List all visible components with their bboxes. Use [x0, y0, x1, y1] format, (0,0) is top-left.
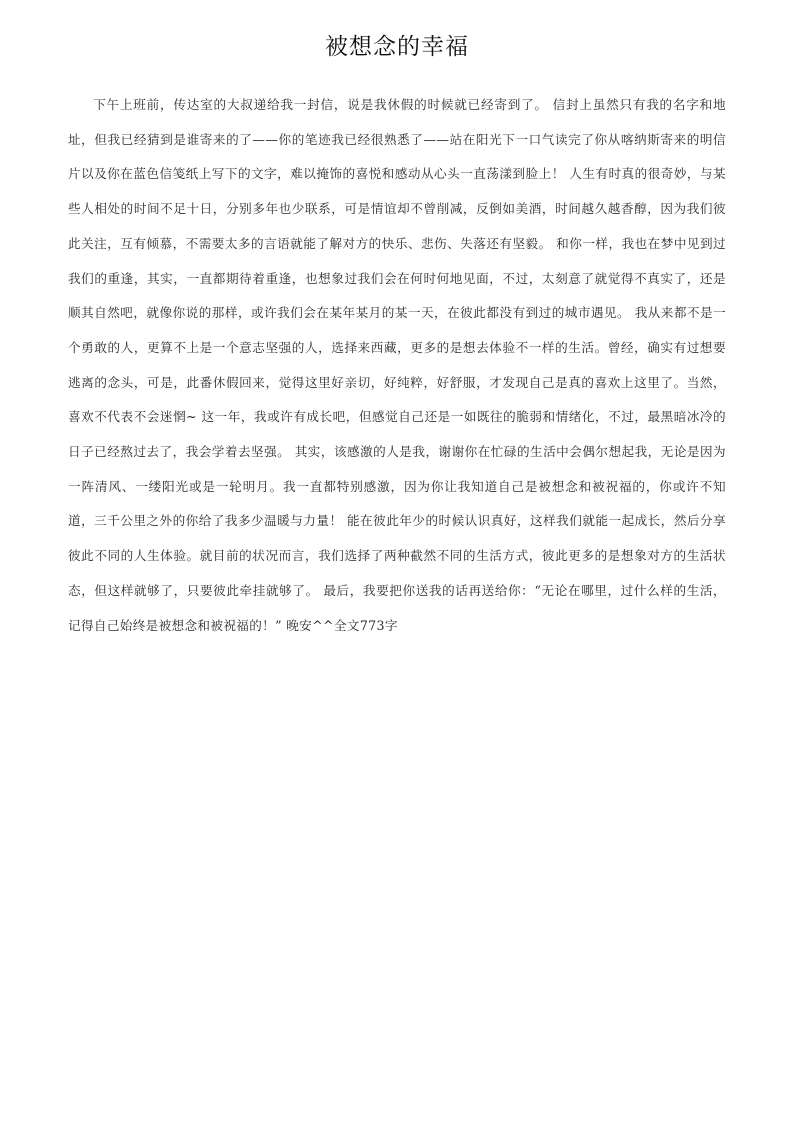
page-title: 被想念的幸福 [325, 34, 469, 60]
body-paragraph: 下午上班前，传达室的大叔递给我一封信，说是我休假的时候就已经寄到了。 信封上虽然只有我的名字和地址，但我已经猜到是谁寄来的了——你的笔迹我已经很熟悉了——站在阳光下一口气读完了你从喀纳斯寄来的明信片以及你在蓝色信笺纸上写下的文字，难以掩饰的喜悦和感动从心头一直荡漾到脸上！ 人生有时真的很奇妙，与某些人相处的时间不足十日，分别多年也少联系，可是情谊却不曾削减，反倒如美酒，时间越久越香醇，因为我们彼此关注，互有倾慕，不需要太多的言语就能了解对方的快乐、悲伤、失落还有坚毅。 和你一样，我也在梦中见到过我们的重逢，其实，一直都期待着重逢，也想象过我们会在何时何地见面，不过，太刻意了就觉得不真实了，还是顺其自然吧，就像你说的那样，或许我们会在某年某月的某一天，在彼此都没有到过的城市遇见。 我从来都不是一个勇敢的人，更算不上是一个意志坚强的人，选择来西藏，更多的是想去体验不一样的生活。曾经，确实有过想要逃离的念头，可是，此番休假回来，觉得这里好亲切，好纯粹，好舒服，才发现自己是真的喜欢上这里了。当然，喜欢不代表不会迷惘~ 这一年，我或许有成长吧，但感觉自己还是一如既往的脆弱和情绪化，不过，最黑暗冰冷的日子已经熬过去了，我会学着去坚强。 其实，该感激的人是我，谢谢你在忙碌的生活中会偶尔想起我，无论是因为一阵清风、一缕阳光或是一轮明月。我一直都特别感激，因为你让我知道自己是被想念和被祝福的，你或许不知道，三千公里之外的你给了我多少温暖与力量！ 能在彼此年少的时候认识真好，这样我们就能一起成长，然后分享彼此不同的人生体验。就目前的状况而言，我们选择了两种截然不同的生活方式，彼此更多的是想象对方的生活状态，但这样就够了，只要彼此牵挂就够了。 最后，我要把你送我的话再送给你：“无论在哪里，过什么样的生活，记得自己始终是被想念和被祝福的！” 晚安^^全文773字 [68, 97, 726, 633]
